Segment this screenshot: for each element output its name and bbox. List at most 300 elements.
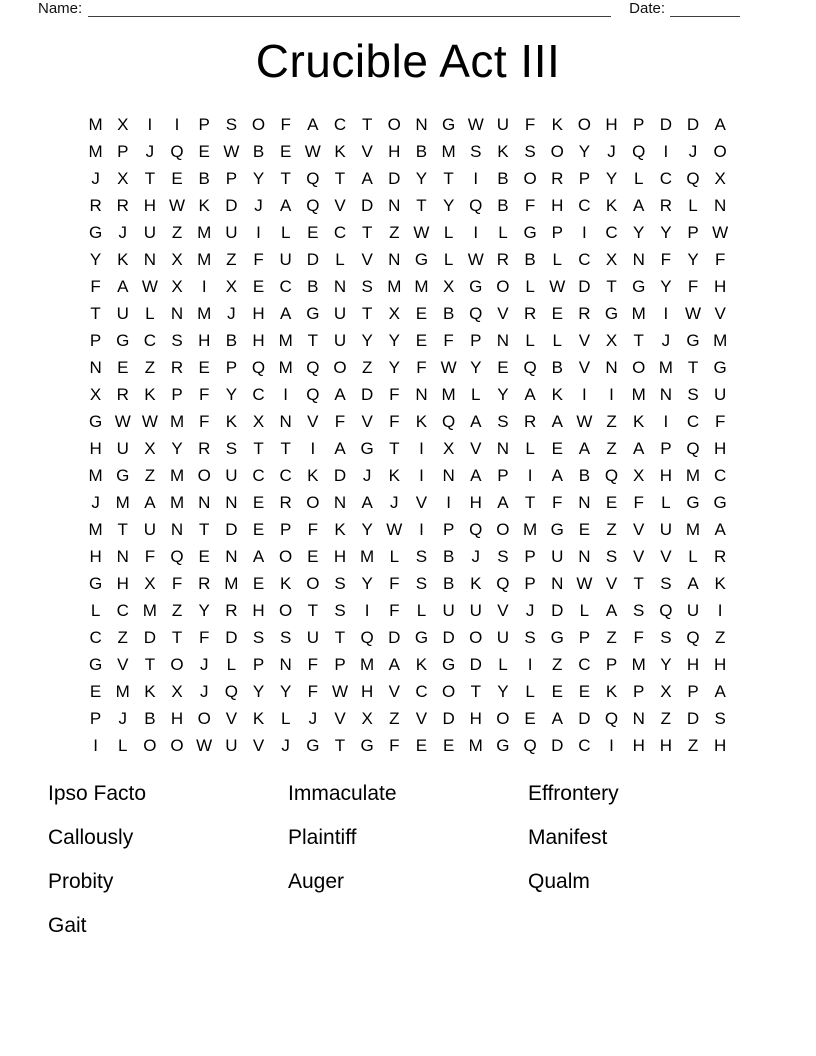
grid-letter: G: [360, 438, 374, 458]
grid-letter: A: [551, 411, 563, 431]
grid-letter: A: [388, 654, 400, 674]
grid-letter: L: [335, 249, 345, 269]
grid-letter: O: [306, 492, 320, 512]
grid-letter: Q: [686, 168, 700, 188]
grid-letter: Z: [606, 438, 617, 458]
grid-letter: T: [606, 276, 617, 296]
word-list: [48, 783, 768, 959]
grid-letter: S: [714, 708, 726, 728]
grid-letter: S: [361, 276, 373, 296]
grid-letter: L: [498, 654, 508, 674]
grid-letter: F: [389, 411, 400, 431]
grid-letter: J: [661, 330, 671, 350]
grid-row: [82, 381, 734, 408]
grid-letter: O: [306, 573, 320, 593]
grid-letter: K: [225, 411, 238, 431]
grid-letter: K: [551, 114, 563, 134]
grid-letter: T: [687, 357, 699, 377]
grid-letter: Q: [469, 303, 483, 323]
grid-letter: E: [524, 708, 536, 728]
grid-letter: E: [252, 276, 265, 296]
grid-letter: T: [389, 438, 400, 458]
grid-letter: G: [441, 114, 456, 134]
grid-letter: Q: [659, 600, 673, 620]
grid-letter: L: [525, 438, 535, 458]
grid-letter: T: [361, 303, 373, 323]
grid-letter: O: [333, 357, 347, 377]
grid-letter: A: [280, 303, 292, 323]
grid-letter: A: [605, 600, 618, 620]
grid-letter: L: [471, 384, 481, 404]
grid-letter: K: [252, 708, 265, 728]
grid-letter: O: [251, 114, 266, 134]
grid-letter: P: [578, 168, 591, 188]
grid-letter: S: [524, 141, 536, 161]
grid-row: [82, 192, 734, 219]
grid-letter: P: [442, 519, 455, 539]
grid-letter: G: [88, 222, 103, 242]
grid-letter: W: [223, 141, 240, 161]
grid-letter: V: [361, 411, 373, 431]
grid-letter: H: [714, 654, 727, 674]
grid-letter: G: [632, 276, 646, 296]
grid-letter: E: [415, 303, 428, 323]
grid-letter: W: [141, 411, 158, 431]
grid-letter: A: [361, 168, 373, 188]
grid-letter: O: [279, 546, 293, 566]
grid-letter: G: [523, 222, 537, 242]
grid-letter: Y: [361, 573, 373, 593]
grid-letter: M: [522, 519, 538, 539]
grid-letter: H: [686, 654, 700, 674]
grid-letter: N: [578, 492, 591, 512]
grid-letter: Q: [469, 195, 483, 215]
grid-letter: P: [117, 141, 129, 161]
grid-letter: O: [197, 465, 211, 485]
grid-letter: E: [551, 681, 563, 701]
grid-letter: A: [687, 573, 699, 593]
grid-letter: N: [225, 546, 238, 566]
grid-letter: M: [713, 330, 728, 350]
grid-letter: A: [280, 195, 292, 215]
grid-letter: Y: [497, 384, 509, 404]
word-item: Effrontery: [528, 782, 619, 805]
grid-letter: F: [199, 384, 210, 404]
grid-letter: F: [552, 492, 563, 512]
grid-letter: H: [714, 276, 727, 296]
grid-letter: U: [116, 438, 129, 458]
grid-letter: K: [388, 465, 400, 485]
grid-letter: F: [280, 114, 291, 134]
grid-letter: M: [658, 357, 673, 377]
grid-letter: D: [551, 735, 564, 755]
grid-letter: U: [279, 249, 292, 269]
grid-letter: L: [498, 222, 508, 242]
grid-letter: N: [578, 546, 591, 566]
grid-letter: U: [143, 519, 157, 539]
grid-letter: N: [415, 114, 428, 134]
grid-letter: A: [578, 438, 591, 458]
grid-letter: V: [307, 411, 319, 431]
grid-letter: Z: [117, 627, 128, 647]
grid-letter: J: [254, 195, 263, 215]
grid-letter: Y: [660, 276, 672, 296]
grid-letter: I: [93, 735, 98, 755]
grid-letter: S: [660, 627, 672, 647]
grid-letter: L: [661, 492, 671, 512]
grid-letter: M: [88, 465, 103, 485]
grid-letter: G: [496, 735, 510, 755]
grid-letter: G: [360, 735, 374, 755]
grid-letter: U: [306, 627, 319, 647]
grid-letter: V: [252, 735, 265, 755]
grid-letter: M: [441, 141, 456, 161]
grid-letter: Y: [687, 249, 699, 269]
grid-letter: R: [116, 384, 129, 404]
grid-letter: L: [145, 303, 155, 323]
grid-letter: E: [442, 735, 455, 755]
grid-letter: C: [333, 114, 347, 134]
grid-letter: L: [552, 330, 562, 350]
grid-row: [82, 732, 734, 759]
word-item: Immaculate: [288, 782, 397, 805]
grid-letter: I: [663, 411, 669, 431]
grid-letter: H: [551, 195, 564, 215]
name-blank-line: [88, 2, 611, 17]
grid-letter: S: [605, 546, 618, 566]
grid-letter: A: [470, 411, 482, 431]
grid-letter: Z: [660, 708, 672, 728]
grid-letter: X: [171, 681, 183, 701]
grid-letter: J: [281, 735, 290, 755]
grid-letter: K: [633, 411, 645, 431]
grid-letter: F: [90, 276, 101, 296]
grid-letter: N: [632, 708, 645, 728]
grid-letter: T: [144, 654, 156, 674]
grid-letter: X: [171, 249, 183, 269]
grid-letter: A: [714, 114, 726, 134]
grid-letter: G: [414, 627, 429, 647]
grid-letter: H: [116, 573, 129, 593]
grid-letter: T: [334, 168, 346, 188]
grid-row: [82, 111, 734, 138]
grid-letter: V: [497, 303, 509, 323]
grid-letter: F: [714, 411, 726, 431]
grid-letter: U: [496, 627, 510, 647]
grid-letter: G: [686, 492, 700, 512]
grid-letter: N: [551, 573, 564, 593]
grid-letter: R: [170, 357, 184, 377]
grid-letter: P: [524, 573, 536, 593]
grid-letter: O: [496, 276, 510, 296]
grid-letter: P: [252, 654, 265, 674]
grid-letter: K: [605, 681, 618, 701]
grid-letter: R: [198, 573, 211, 593]
grid-letter: B: [578, 465, 591, 485]
grid-letter: V: [117, 654, 129, 674]
grid-letter: R: [89, 195, 102, 215]
grid-letter: E: [307, 222, 319, 242]
grid-letter: X: [117, 114, 129, 134]
grid-letter: F: [524, 195, 536, 215]
grid-letter: Q: [441, 411, 456, 431]
grid-letter: Y: [605, 168, 618, 188]
grid-letter: W: [440, 357, 457, 377]
grid-row: [82, 705, 734, 732]
grid-letter: F: [307, 681, 319, 701]
grid-row: [82, 327, 734, 354]
grid-letter: I: [663, 141, 669, 161]
grid-letter: N: [415, 384, 428, 404]
grid-letter: D: [686, 708, 700, 728]
grid-letter: C: [116, 600, 129, 620]
grid-letter: P: [687, 681, 699, 701]
grid-letter: I: [419, 519, 424, 539]
grid-letter: F: [687, 276, 699, 296]
grid-letter: P: [280, 519, 292, 539]
grid-letter: P: [497, 465, 509, 485]
grid-letter: E: [252, 519, 265, 539]
word-item: Callously: [48, 826, 134, 849]
grid-letter: Q: [604, 708, 619, 728]
grid-letter: E: [497, 357, 509, 377]
grid-letter: C: [578, 735, 591, 755]
grid-letter: K: [551, 384, 563, 404]
grid-letter: H: [333, 546, 347, 566]
grid-letter: Q: [306, 357, 320, 377]
grid-letter: I: [663, 303, 669, 323]
grid-letter: Y: [633, 222, 645, 242]
grid-letter: K: [144, 681, 156, 701]
grid-letter: D: [686, 114, 700, 134]
grid-letter: D: [333, 465, 347, 485]
word-list-column-1: [48, 783, 288, 959]
grid-letter: P: [198, 114, 210, 134]
grid-letter: M: [115, 681, 130, 701]
grid-letter: F: [524, 114, 536, 134]
grid-letter: J: [390, 492, 399, 512]
grid-row: [82, 138, 734, 165]
grid-letter: X: [144, 438, 156, 458]
grid-letter: I: [527, 465, 533, 485]
grid-letter: Z: [606, 411, 617, 431]
grid-letter: Z: [389, 222, 400, 242]
grid-letter: H: [388, 141, 401, 161]
grid-letter: S: [497, 411, 509, 431]
grid-letter: Q: [523, 735, 537, 755]
grid-letter: X: [605, 330, 618, 350]
name-date-header: [38, 1, 740, 17]
grid-letter: P: [225, 357, 238, 377]
grid-letter: N: [198, 492, 211, 512]
grid-letter: M: [387, 276, 402, 296]
grid-letter: E: [307, 546, 319, 566]
grid-letter: T: [524, 492, 536, 512]
grid-letter: S: [415, 546, 428, 566]
grid-letter: Y: [578, 141, 591, 161]
grid-letter: B: [198, 168, 210, 188]
grid-letter: E: [578, 519, 591, 539]
grid-letter: T: [280, 168, 291, 188]
grid-letter: F: [633, 492, 644, 512]
grid-letter: U: [686, 600, 700, 620]
grid-letter: J: [607, 141, 616, 161]
grid-letter: C: [686, 411, 700, 431]
grid-letter: Q: [224, 681, 238, 701]
grid-letter: F: [334, 411, 346, 431]
grid-letter: M: [115, 492, 130, 512]
grid-row: [82, 516, 734, 543]
grid-letter: C: [143, 330, 157, 350]
grid-letter: V: [361, 141, 373, 161]
grid-letter: B: [415, 141, 428, 161]
word-list-column-2: [288, 783, 528, 915]
grid-letter: N: [388, 249, 401, 269]
grid-letter: P: [633, 681, 645, 701]
grid-letter: T: [334, 735, 346, 755]
grid-letter: B: [497, 195, 509, 215]
grid-row: [82, 489, 734, 516]
grid-letter: H: [469, 492, 482, 512]
grid-letter: F: [389, 735, 400, 755]
grid-letter: E: [171, 168, 183, 188]
grid-letter: N: [225, 492, 238, 512]
grid-letter: E: [89, 681, 102, 701]
grid-letter: Q: [632, 141, 646, 161]
grid-row: [82, 543, 734, 570]
grid-letter: M: [685, 519, 701, 539]
grid-letter: W: [304, 141, 321, 161]
grid-letter: J: [145, 141, 155, 161]
grid-letter: F: [660, 249, 672, 269]
grid-letter: V: [415, 708, 428, 728]
grid-letter: U: [333, 330, 347, 350]
grid-letter: D: [388, 168, 401, 188]
grid-letter: Q: [604, 465, 619, 485]
grid-letter: R: [523, 303, 537, 323]
grid-letter: D: [225, 195, 238, 215]
grid-letter: V: [578, 330, 591, 350]
grid-letter: G: [116, 330, 130, 350]
grid-letter: Y: [388, 330, 400, 350]
grid-letter: N: [279, 411, 292, 431]
grid-letter: A: [307, 114, 319, 134]
grid-letter: L: [90, 600, 101, 620]
grid-letter: S: [633, 600, 645, 620]
grid-letter: N: [659, 384, 672, 404]
grid-letter: I: [582, 384, 587, 404]
grid-letter: G: [550, 519, 564, 539]
grid-letter: M: [169, 492, 185, 512]
grid-letter: I: [582, 222, 587, 242]
grid-letter: W: [467, 249, 484, 269]
grid-letter: K: [307, 465, 319, 485]
grid-letter: M: [88, 114, 103, 134]
grid-letter: Z: [552, 654, 563, 674]
grid-letter: T: [307, 330, 319, 350]
grid-letter: E: [252, 573, 265, 593]
grid-letter: I: [419, 438, 424, 458]
grid-letter: K: [280, 573, 292, 593]
grid-letter: U: [143, 222, 157, 242]
grid-letter: G: [88, 654, 103, 674]
grid-letter: J: [688, 141, 698, 161]
grid-letter: X: [361, 708, 373, 728]
grid-letter: A: [714, 519, 726, 539]
grid-letter: I: [364, 600, 370, 620]
grid-letter: V: [334, 195, 346, 215]
grid-letter: J: [118, 222, 127, 242]
grid-letter: T: [361, 114, 373, 134]
grid-letter: S: [334, 573, 346, 593]
date-label: Date:: [629, 0, 665, 17]
grid-letter: C: [89, 627, 102, 647]
word-item: Qualm: [528, 870, 590, 893]
grid-letter: F: [389, 384, 400, 404]
grid-letter: N: [605, 357, 618, 377]
grid-letter: F: [714, 249, 726, 269]
grid-letter: W: [196, 735, 213, 755]
grid-letter: C: [252, 465, 265, 485]
grid-letter: M: [197, 249, 212, 269]
grid-letter: M: [278, 357, 293, 377]
grid-letter: A: [633, 195, 645, 215]
grid-letter: F: [633, 627, 644, 647]
grid-letter: Q: [306, 168, 320, 188]
grid-letter: A: [633, 438, 645, 458]
grid-letter: B: [497, 168, 509, 188]
grid-letter: M: [631, 384, 646, 404]
grid-letter: M: [414, 276, 429, 296]
grid-letter: G: [306, 303, 320, 323]
grid-letter: M: [88, 141, 103, 161]
grid-letter: U: [659, 519, 672, 539]
grid-letter: J: [227, 303, 236, 323]
word-item: Probity: [48, 870, 114, 893]
grid-letter: M: [169, 411, 185, 431]
grid-letter: J: [199, 681, 209, 701]
grid-letter: Y: [252, 168, 265, 188]
grid-letter: I: [201, 276, 207, 296]
grid-letter: C: [333, 222, 347, 242]
grid-letter: W: [576, 411, 593, 431]
grid-letter: K: [497, 141, 509, 161]
grid-letter: S: [415, 573, 428, 593]
grid-letter: F: [443, 330, 454, 350]
grid-letter: U: [469, 600, 482, 620]
grid-letter: L: [416, 600, 427, 620]
grid-letter: M: [631, 654, 646, 674]
grid-letter: J: [525, 600, 535, 620]
grid-letter: I: [256, 222, 261, 242]
date-blank-line: [670, 2, 740, 17]
word-item: Manifest: [528, 826, 608, 849]
grid-letter: B: [144, 708, 156, 728]
grid-letter: X: [144, 573, 156, 593]
grid-letter: F: [171, 573, 183, 593]
word-item: Plaintiff: [288, 826, 357, 849]
grid-letter: D: [225, 519, 238, 539]
grid-letter: X: [171, 276, 183, 296]
grid-letter: L: [443, 249, 454, 269]
grid-letter: W: [141, 276, 158, 296]
grid-letter: X: [89, 384, 102, 404]
grid-letter: N: [170, 519, 184, 539]
grid-letter: V: [361, 249, 373, 269]
grid-letter: F: [389, 573, 400, 593]
grid-letter: Y: [89, 249, 102, 269]
grid-letter: P: [334, 654, 346, 674]
